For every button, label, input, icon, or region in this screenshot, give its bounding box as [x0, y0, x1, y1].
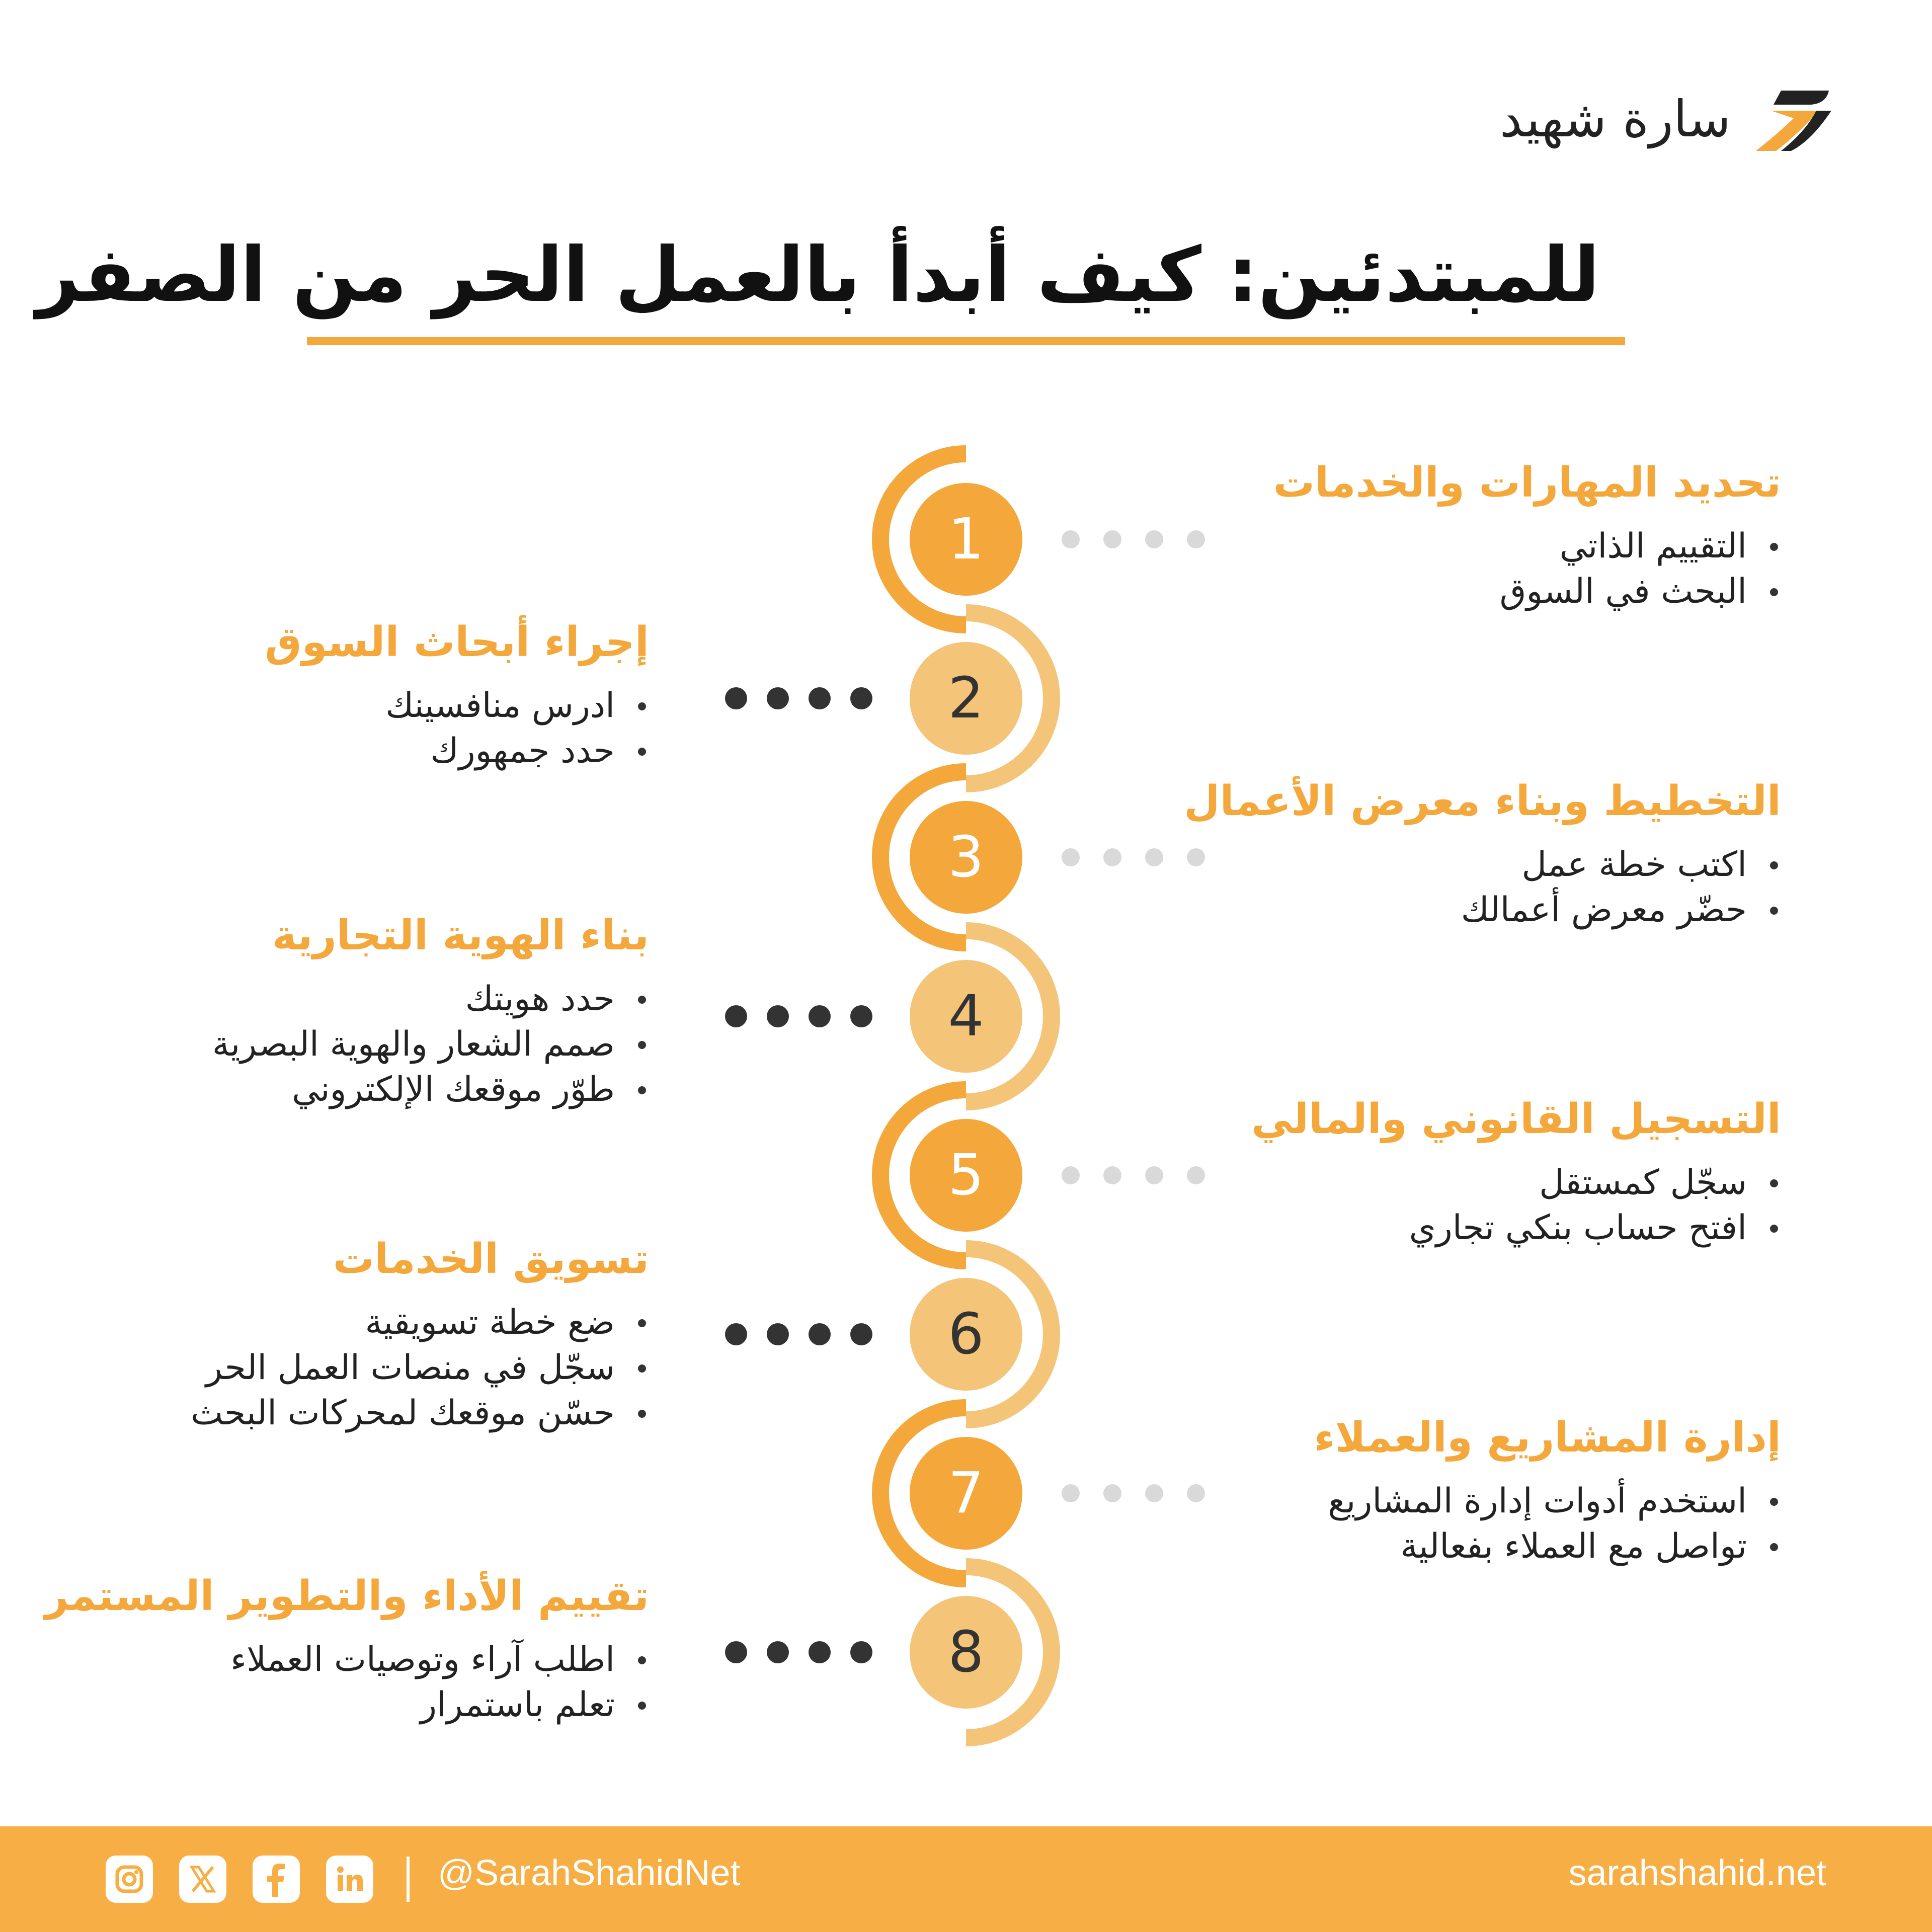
- step-2: [70, 615, 649, 774]
- step-6-item: حسّن موقعك لمحركات البحث: [70, 1391, 649, 1436]
- connector-dot: [1187, 1166, 1205, 1184]
- social-handle[interactable]: @SarahShahidNet: [438, 1853, 741, 1893]
- step-7-heading: إدارة المشاريع والعملاء: [1314, 1414, 1781, 1462]
- step-number: 8: [948, 1620, 984, 1685]
- step-number: 3: [948, 825, 984, 890]
- instagram-icon[interactable]: [106, 1856, 153, 1903]
- connector-dot: [725, 1323, 747, 1345]
- connector-dot: [809, 687, 831, 709]
- step-8-heading: تقييم الأداء والتطوير المستمر: [44, 1572, 649, 1620]
- step-1: [1228, 455, 1781, 614]
- footer-separator: [407, 1857, 410, 1902]
- website-link[interactable]: sarahshahid.net: [1568, 1853, 1826, 1893]
- connector-dot: [850, 687, 872, 709]
- connector-dot: [725, 687, 747, 709]
- connector-dot: [850, 1323, 872, 1345]
- connector-dot: [725, 1005, 747, 1027]
- step-8: [44, 1569, 649, 1728]
- connector-dot: [1103, 848, 1121, 866]
- step-3-item: اكتب خطة عمل: [1228, 842, 1781, 888]
- step-number: 6: [948, 1302, 984, 1367]
- connector-dot: [1145, 1166, 1163, 1184]
- step-1-heading: تحديد المهارات والخدمات: [1273, 459, 1781, 507]
- brand-name: سارة شهيد: [1499, 90, 1731, 148]
- step-5-heading: التسجيل القانوني والمالي: [1251, 1095, 1781, 1143]
- step-number: 5: [948, 1143, 984, 1208]
- connector-dot: [1062, 530, 1080, 548]
- step-4: [70, 908, 649, 1112]
- connector-dot: [1062, 848, 1080, 866]
- connector-dot: [809, 1323, 831, 1345]
- connector-dot: [767, 1005, 789, 1027]
- connector-dot: [1103, 1166, 1121, 1184]
- x-icon[interactable]: [179, 1856, 226, 1903]
- connector-dot: [809, 1005, 831, 1027]
- connector-dot: [1187, 1484, 1205, 1502]
- step-3: [1184, 774, 1781, 933]
- step-4-item: طوّر موقعك الإلكتروني: [70, 1067, 649, 1112]
- connector-dot: [767, 687, 789, 709]
- step-6-heading: تسويق الخدمات: [333, 1235, 649, 1283]
- step-4-item: حدد هويتك: [70, 977, 649, 1022]
- step-6: [70, 1232, 649, 1436]
- step-3-heading: التخطيط وبناء معرض الأعمال: [1184, 777, 1781, 825]
- step-number: 7: [948, 1461, 984, 1526]
- step-8-item: تعلم باستمرار: [70, 1682, 649, 1728]
- connector-dot: [1145, 530, 1163, 548]
- connector-dot: [1062, 1484, 1080, 1502]
- connector-dot: [1187, 530, 1205, 548]
- connector-dot: [1103, 530, 1121, 548]
- page-title: للمبتدئين: كيف أبدأ بالعمل الحر من الصفر: [36, 231, 1600, 319]
- connector-dot: [850, 1005, 872, 1027]
- step-2-item: ادرس منافسينك: [70, 683, 649, 729]
- step-5-item: سجّل كمستقل: [1228, 1160, 1781, 1205]
- step-1-item: البحث في السوق: [1228, 569, 1781, 614]
- step-7: [1228, 1410, 1781, 1569]
- step-5-item: افتح حساب بنكي تجاري: [1228, 1205, 1781, 1251]
- social-links: [106, 1856, 373, 1903]
- step-7-item: استخدم أدوات إدارة المشاريع: [1228, 1479, 1781, 1524]
- step-number: 1: [948, 507, 984, 572]
- connector-dot: [1103, 1484, 1121, 1502]
- connector-dot: [1187, 848, 1205, 866]
- step-1-item: التقييم الذاتي: [1228, 524, 1781, 569]
- step-5: [1228, 1092, 1781, 1251]
- linkedin-icon[interactable]: [326, 1856, 373, 1903]
- step-7-item: تواصل مع العملاء بفعالية: [1228, 1524, 1781, 1569]
- step-2-heading: إجراء أبحاث السوق: [265, 618, 649, 666]
- step-4-heading: بناء الهوية التجارية: [272, 912, 649, 959]
- step-4-item: صمم الشعار والهوية البصرية: [70, 1022, 649, 1067]
- connector-dot: [1062, 1166, 1080, 1184]
- connector-dot: [1145, 1484, 1163, 1502]
- step-number: 2: [948, 666, 984, 731]
- step-6-item: ضع خطة تسويقية: [70, 1300, 649, 1345]
- step-number: 4: [948, 984, 984, 1049]
- connector-dot: [725, 1641, 747, 1663]
- connector-dot: [850, 1641, 872, 1663]
- facebook-icon[interactable]: [253, 1856, 300, 1903]
- footer-bar: [0, 1826, 1932, 1932]
- connector-dot: [1145, 848, 1163, 866]
- step-3-item: حضّر معرض أعمالك: [1228, 888, 1781, 933]
- connector-dot: [767, 1641, 789, 1663]
- step-2-item: حدد جمهورك: [70, 729, 649, 774]
- step-8-item: اطلب آراء وتوصيات العملاء: [70, 1637, 649, 1682]
- connector-dot: [767, 1323, 789, 1345]
- step-6-item: سجّل في منصات العمل الحر: [70, 1345, 649, 1391]
- connector-dot: [809, 1641, 831, 1663]
